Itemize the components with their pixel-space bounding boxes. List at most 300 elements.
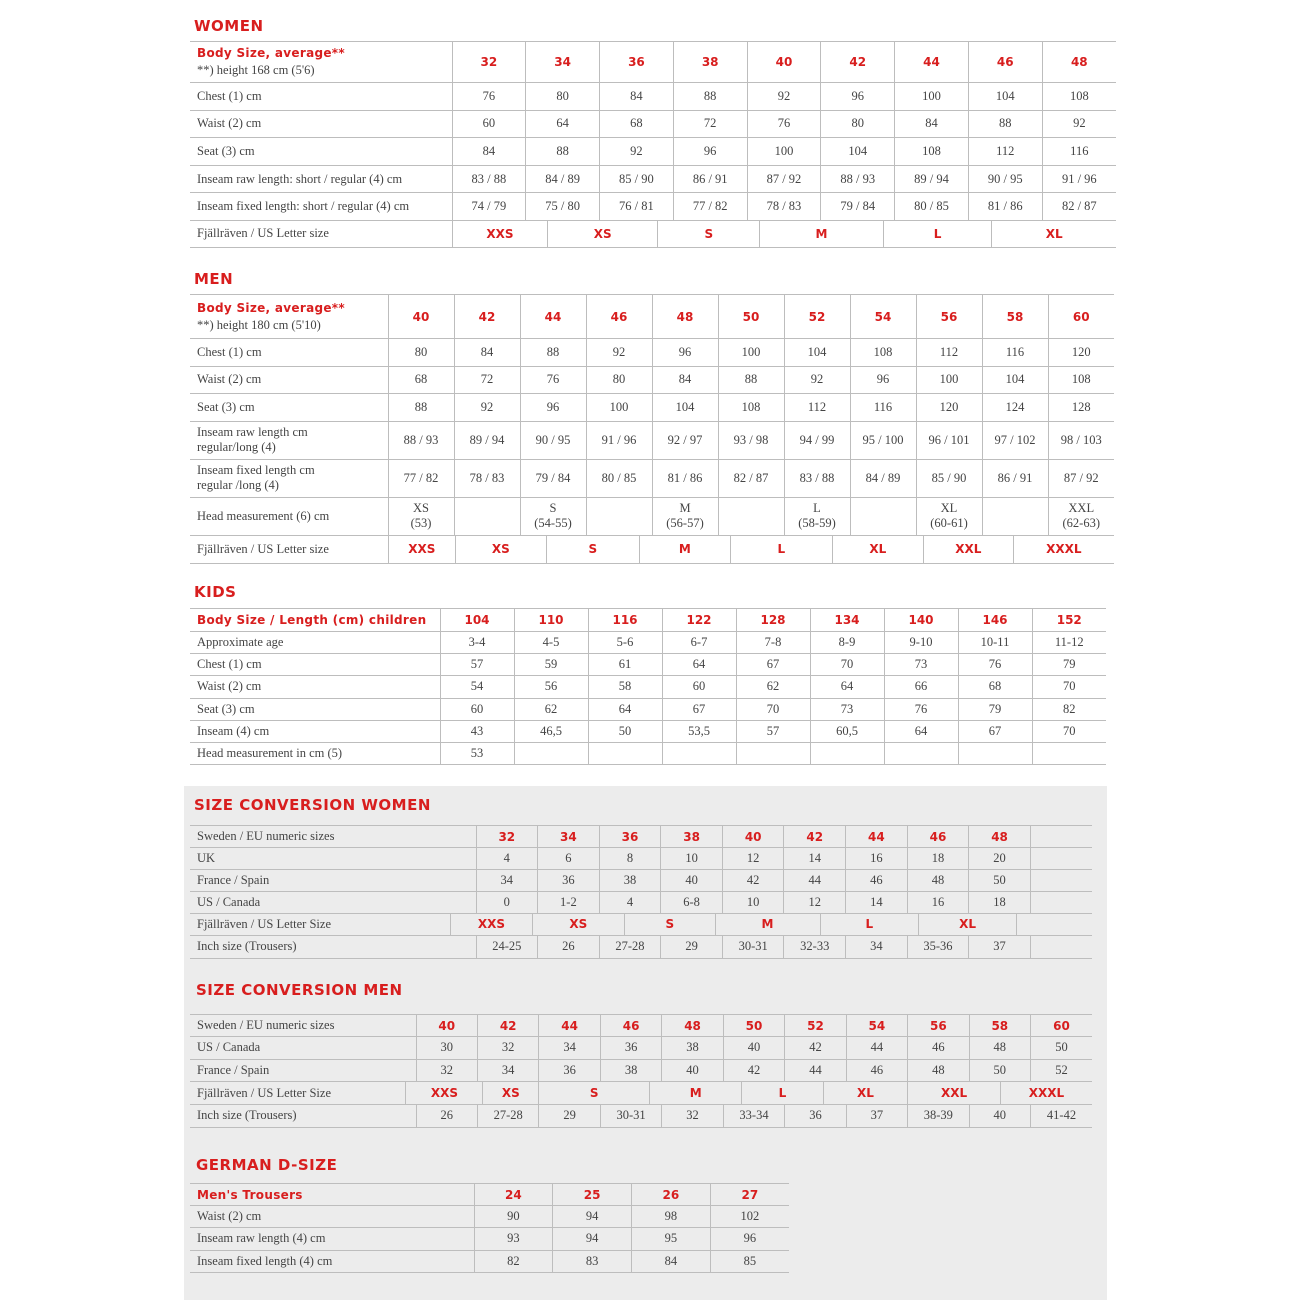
size-header-cell: 36 [600, 42, 674, 83]
size-header-cell: 40 [416, 1015, 477, 1037]
value-cell: 35-36 [907, 936, 969, 958]
value-cell: 124 [982, 394, 1048, 422]
table-row [190, 193, 1116, 221]
size-header-cell: 116 [588, 609, 662, 632]
value-cell: 116 [1042, 138, 1116, 166]
size-header-cell: 48 [969, 826, 1031, 848]
value-cell: 20 [969, 848, 1031, 870]
value-cell: 26 [538, 936, 600, 958]
value-cell: 73 [810, 698, 884, 720]
value-cell: 10 [661, 848, 723, 870]
header-label-text: Body Size, average** [197, 300, 345, 315]
header-row [190, 609, 1106, 632]
value-cell: 27-28 [477, 1105, 538, 1127]
row-label: Inseam fixed length: short / regular (4) cm [190, 193, 452, 221]
value-cell: 96 [850, 366, 916, 394]
letter-size-cell: XS [483, 1082, 539, 1104]
size-header-cell: 44 [539, 1015, 600, 1037]
size-header-cell: 54 [846, 1015, 907, 1037]
value-cell: 87 / 92 [1048, 459, 1114, 497]
value-cell: 98 [632, 1206, 711, 1228]
value-cell: 1-2 [538, 892, 600, 914]
women-size-table [190, 41, 1116, 221]
value-cell: 96 [520, 394, 586, 422]
value-cell: 4 [476, 848, 538, 870]
value-cell: 88 [526, 138, 600, 166]
value-cell: 76 [958, 654, 1032, 676]
value-cell: 82 [1032, 698, 1106, 720]
row-label: Inch size (Trousers) [190, 936, 476, 958]
conv-women-section-title: SIZE CONVERSION WOMEN [194, 796, 431, 814]
header-row [190, 826, 1092, 848]
inseam-raw-row-label-line-1: Inseam raw length cm [197, 425, 308, 439]
value-cell: 79 [1032, 654, 1106, 676]
letter-size-cell: XL [833, 535, 925, 563]
value-cell: 4-5 [514, 632, 588, 654]
head-measurement-cell [454, 497, 520, 535]
table-row [190, 870, 1092, 892]
value-cell: 30-31 [600, 1105, 661, 1127]
row-label: Chest (1) cm [190, 83, 452, 111]
value-cell [884, 742, 958, 764]
value-cell: 104 [821, 138, 895, 166]
value-cell: 92 [1042, 110, 1116, 138]
inseam-fixed-row-label-line-2: regular /long (4) [197, 478, 279, 492]
value-cell: 89 / 94 [895, 165, 969, 193]
value-cell: 84 / 89 [526, 165, 600, 193]
value-cell: 72 [673, 110, 747, 138]
inseam-fixed-row-label-line-1: Inseam fixed length cm [197, 463, 315, 477]
size-header-cell: 48 [1042, 42, 1116, 83]
value-cell: 77 / 82 [673, 193, 747, 221]
row-label: US / Canada [190, 1037, 416, 1060]
value-cell: 68 [600, 110, 674, 138]
value-cell: 82 [474, 1250, 553, 1272]
size-header-cell [1030, 826, 1092, 848]
value-cell: 48 [969, 1037, 1030, 1060]
row-label: Waist (2) cm [190, 366, 388, 394]
value-cell: 26 [416, 1105, 477, 1127]
value-cell: 64 [588, 698, 662, 720]
value-cell: 89 / 94 [454, 421, 520, 459]
value-cell: 92 [600, 138, 674, 166]
value-cell: 57 [440, 654, 514, 676]
inch-size-row [190, 936, 1092, 958]
value-cell: 88 [968, 110, 1042, 138]
size-header-cell: 40 [747, 42, 821, 83]
table-row [190, 165, 1116, 193]
value-cell: 92 [747, 83, 821, 111]
value-cell: 32 [416, 1059, 477, 1082]
value-cell: 80 / 85 [586, 459, 652, 497]
value-cell: 96 [710, 1228, 789, 1250]
value-cell: 16 [846, 848, 908, 870]
letter-size-cell: XXS [389, 535, 456, 563]
value-cell: 104 [982, 366, 1048, 394]
value-cell: 95 / 100 [850, 421, 916, 459]
value-cell: 50 [969, 870, 1031, 892]
value-cell [662, 742, 736, 764]
letter-size-label: Fjällräven / US Letter Size [190, 913, 451, 935]
value-cell: 67 [662, 698, 736, 720]
value-cell: 43 [440, 720, 514, 742]
value-cell: 12 [784, 892, 846, 914]
value-cell: 82 / 87 [718, 459, 784, 497]
head-size-range: (60-61) [930, 516, 968, 530]
value-cell: 80 / 85 [895, 193, 969, 221]
value-cell: 108 [718, 394, 784, 422]
value-cell: 36 [600, 1037, 661, 1060]
header-row [190, 42, 1116, 83]
head-measurement-cell [850, 497, 916, 535]
value-cell: 46,5 [514, 720, 588, 742]
value-cell: 84 [652, 366, 718, 394]
size-header-cell: 38 [673, 42, 747, 83]
value-cell: 37 [846, 1105, 907, 1127]
value-cell: 61 [588, 654, 662, 676]
table-row [190, 654, 1106, 676]
value-cell: 100 [916, 366, 982, 394]
head-size-letter: S [549, 501, 557, 515]
value-cell: 44 [784, 870, 846, 892]
value-cell: 32 [662, 1105, 723, 1127]
value-cell: 64 [526, 110, 600, 138]
table-row [190, 83, 1116, 111]
value-cell: 11-12 [1032, 632, 1106, 654]
row-label: Chest (1) cm [190, 654, 440, 676]
value-cell: 76 [452, 83, 526, 111]
value-cell: 73 [884, 654, 958, 676]
value-cell: 80 [526, 83, 600, 111]
value-cell: 18 [907, 848, 969, 870]
value-cell [1030, 936, 1092, 958]
letter-size-cell: L [742, 1082, 824, 1104]
value-cell: 10-11 [958, 632, 1032, 654]
header-label [190, 826, 476, 848]
inseam-raw-row-label [190, 421, 388, 459]
value-cell [810, 742, 884, 764]
value-cell: 98 / 103 [1048, 421, 1114, 459]
value-cell: 104 [968, 83, 1042, 111]
table-row [190, 698, 1106, 720]
value-cell: 70 [1032, 720, 1106, 742]
row-label: Seat (3) cm [190, 138, 452, 166]
head-measurement-cell [982, 497, 1048, 535]
letter-size-cell: XXS [451, 913, 532, 935]
value-cell: 44 [846, 1037, 907, 1060]
value-cell: 6 [538, 848, 600, 870]
size-header-cell: 56 [916, 295, 982, 339]
value-cell: 84 [632, 1250, 711, 1272]
value-cell: 120 [916, 394, 982, 422]
value-cell [1030, 870, 1092, 892]
value-cell: 14 [846, 892, 908, 914]
size-header-cell: 34 [526, 42, 600, 83]
value-cell: 36 [539, 1059, 600, 1082]
value-cell: 40 [969, 1105, 1030, 1127]
size-header-cell: 38 [661, 826, 723, 848]
value-cell: 108 [850, 339, 916, 367]
row-label: Head measurement in cm (5) [190, 742, 440, 764]
size-header-cell: 46 [586, 295, 652, 339]
head-measurement-cell [1048, 497, 1114, 535]
size-header-cell: 58 [982, 295, 1048, 339]
value-cell: 6-8 [661, 892, 723, 914]
size-header-cell: 26 [632, 1184, 711, 1206]
value-cell: 92 [454, 394, 520, 422]
letter-size-cell: XXXL [1028, 1086, 1065, 1100]
value-cell: 46 [846, 870, 908, 892]
value-cell: 80 [388, 339, 454, 367]
head-measurement-cell [718, 497, 784, 535]
value-cell: 29 [539, 1105, 600, 1127]
head-measurement-cell [784, 497, 850, 535]
value-cell: 60,5 [810, 720, 884, 742]
size-header-cell: 128 [736, 609, 810, 632]
value-cell: 108 [1042, 83, 1116, 111]
value-cell: 34 [477, 1059, 538, 1082]
value-cell: 84 [600, 83, 674, 111]
size-header-cell: 25 [553, 1184, 632, 1206]
table-row [190, 1228, 789, 1250]
value-cell: 88 [718, 366, 784, 394]
value-cell: 88 [673, 83, 747, 111]
head-size-letter: XS [413, 501, 429, 515]
value-cell: 5-6 [588, 632, 662, 654]
value-cell: 67 [958, 720, 1032, 742]
value-cell: 8 [599, 848, 661, 870]
value-cell: 68 [388, 366, 454, 394]
value-cell: 50 [1031, 1037, 1092, 1060]
value-cell: 34 [539, 1037, 600, 1060]
value-cell: 34 [846, 936, 908, 958]
value-cell: 4 [599, 892, 661, 914]
size-header-cell: 52 [784, 295, 850, 339]
size-header-cell: 32 [452, 42, 526, 83]
value-cell: 79 / 84 [520, 459, 586, 497]
letter-size-cell: S [547, 535, 640, 563]
table-row [190, 1037, 1092, 1060]
value-cell: 80 [586, 366, 652, 394]
conv-women-letter-size-row [190, 913, 1092, 936]
value-cell: 112 [916, 339, 982, 367]
value-cell: 53,5 [662, 720, 736, 742]
header-label [190, 1015, 416, 1037]
value-cell: 59 [514, 654, 588, 676]
row-label: UK [190, 848, 476, 870]
header-sub-text: **) height 168 cm (5'6) [197, 63, 315, 77]
size-header-cell: 34 [538, 826, 600, 848]
header-sub-text: **) height 180 cm (5'10) [197, 317, 321, 332]
table-row [190, 1059, 1092, 1082]
value-cell: 81 / 86 [968, 193, 1042, 221]
head-measurement-cell [652, 497, 718, 535]
row-label: Approximate age [190, 632, 440, 654]
row-label: US / Canada [190, 892, 476, 914]
value-cell: 48 [907, 870, 969, 892]
men-section-title: MEN [194, 270, 234, 288]
value-cell: 8-9 [810, 632, 884, 654]
header-row [190, 1015, 1092, 1037]
conv-men-letter-size-row [190, 1082, 1092, 1105]
letter-size-cell: XXL [908, 1082, 1001, 1104]
value-cell: 92 [784, 366, 850, 394]
size-header-cell: 56 [908, 1015, 969, 1037]
value-cell: 0 [476, 892, 538, 914]
size-header-cell: 40 [722, 826, 784, 848]
value-cell: 102 [710, 1206, 789, 1228]
value-cell: 48 [908, 1059, 969, 1082]
size-header-cell: 24 [474, 1184, 553, 1206]
row-label: Waist (2) cm [190, 1206, 474, 1228]
value-cell: 100 [747, 138, 821, 166]
size-header-cell: 27 [710, 1184, 789, 1206]
letter-size-cell: L [821, 913, 920, 935]
value-cell: 108 [1048, 366, 1114, 394]
row-label: Inseam (4) cm [190, 720, 440, 742]
value-cell: 70 [810, 654, 884, 676]
value-cell: 74 / 79 [452, 193, 526, 221]
head-size-range: (54-55) [534, 516, 572, 530]
row-label: Seat (3) cm [190, 394, 388, 422]
value-cell: 46 [846, 1059, 907, 1082]
value-cell: 10 [722, 892, 784, 914]
letter-size-cell: M [716, 913, 821, 935]
header-label-text: Body Size, average** [197, 46, 345, 60]
value-cell: 100 [895, 83, 969, 111]
value-cell: 50 [969, 1059, 1030, 1082]
value-cell: 16 [907, 892, 969, 914]
letter-size-cell: XXS [453, 220, 548, 247]
head-measurement-cell [388, 497, 454, 535]
letter-size-cell: S [625, 913, 716, 935]
size-header-cell: 60 [1048, 295, 1114, 339]
value-cell: 96 [821, 83, 895, 111]
value-cell: 30-31 [722, 936, 784, 958]
value-cell: 92 / 97 [652, 421, 718, 459]
value-cell: 90 / 95 [968, 165, 1042, 193]
letter-size-cell: XL [1045, 226, 1063, 241]
value-cell: 112 [968, 138, 1042, 166]
value-cell: 75 / 80 [526, 193, 600, 221]
value-cell: 94 [553, 1228, 632, 1250]
table-row [190, 632, 1106, 654]
value-cell: 93 [474, 1228, 553, 1250]
value-cell: 27-28 [599, 936, 661, 958]
header-row [190, 1184, 789, 1206]
value-cell: 42 [723, 1059, 784, 1082]
row-label: Head measurement (6) cm [190, 497, 388, 535]
row-label: France / Spain [190, 870, 476, 892]
value-cell: 70 [1032, 676, 1106, 698]
size-header-cell: 46 [907, 826, 969, 848]
head-measurement-cell [586, 497, 652, 535]
value-cell: 62 [514, 698, 588, 720]
table-row [190, 720, 1106, 742]
letter-size-cell [1017, 913, 1092, 935]
letter-size-cell: XL [919, 913, 1017, 935]
value-cell: 92 [586, 339, 652, 367]
women-section-title: WOMEN [194, 17, 264, 35]
kids-section-title: KIDS [194, 583, 237, 601]
value-cell: 70 [736, 698, 810, 720]
value-cell: 37 [969, 936, 1031, 958]
value-cell: 72 [454, 366, 520, 394]
value-cell: 38 [600, 1059, 661, 1082]
size-header-cell: 60 [1031, 1015, 1092, 1037]
head-size-letter: XXL [1068, 501, 1095, 515]
size-header-cell: 46 [968, 42, 1042, 83]
german-section-title: GERMAN D-SIZE [196, 1156, 338, 1174]
value-cell: 36 [538, 870, 600, 892]
value-cell: 54 [440, 676, 514, 698]
value-cell: 94 [553, 1206, 632, 1228]
row-label: Inseam raw length (4) cm [190, 1228, 474, 1250]
value-cell: 96 [673, 138, 747, 166]
inseam-raw-row [190, 421, 1114, 459]
value-cell: 84 [454, 339, 520, 367]
letter-size-label: Fjällräven / US Letter size [190, 220, 453, 247]
value-cell: 85 / 90 [916, 459, 982, 497]
value-cell: 38-39 [908, 1105, 969, 1127]
value-cell: 62 [736, 676, 810, 698]
row-label: Inseam raw length: short / regular (4) cm [190, 165, 452, 193]
value-cell: 41-42 [1031, 1105, 1092, 1127]
value-cell: 88 [520, 339, 586, 367]
size-header-cell: 52 [785, 1015, 846, 1037]
inch-size-row [190, 1105, 1092, 1127]
value-cell: 94 / 99 [784, 421, 850, 459]
value-cell: 104 [784, 339, 850, 367]
value-cell: 76 [884, 698, 958, 720]
value-cell: 80 [821, 110, 895, 138]
value-cell: 79 [958, 698, 1032, 720]
men-size-table [190, 294, 1114, 536]
value-cell: 91 / 96 [586, 421, 652, 459]
value-cell: 14 [784, 848, 846, 870]
women-letter-size-row [190, 220, 1116, 248]
value-cell: 97 / 102 [982, 421, 1048, 459]
size-header-cell: 146 [958, 609, 1032, 632]
value-cell: 84 [452, 138, 526, 166]
value-cell: 128 [1048, 394, 1114, 422]
letter-size-label: Fjällräven / US Letter Size [190, 1082, 406, 1104]
value-cell [514, 742, 588, 764]
table-row [190, 742, 1106, 764]
letter-size-cell: S [658, 220, 760, 247]
value-cell: 42 [722, 870, 784, 892]
men-letter-size-row [190, 535, 1114, 564]
value-cell: 81 / 86 [652, 459, 718, 497]
value-cell: 33-34 [723, 1105, 784, 1127]
size-header-cell: 110 [514, 609, 588, 632]
header-label [190, 42, 452, 83]
letter-size-cell: M [650, 1082, 742, 1104]
table-row [190, 138, 1116, 166]
row-label: Inch size (Trousers) [190, 1105, 416, 1127]
inseam-fixed-row [190, 459, 1114, 497]
head-size-range: (58-59) [798, 516, 836, 530]
value-cell: 64 [810, 676, 884, 698]
value-cell: 76 / 81 [600, 193, 674, 221]
value-cell: 84 / 89 [850, 459, 916, 497]
size-header-cell: 46 [600, 1015, 661, 1037]
value-cell [1030, 892, 1092, 914]
size-header-cell: 42 [454, 295, 520, 339]
letter-size-cell: M [640, 535, 732, 563]
inseam-fixed-row-label [190, 459, 388, 497]
value-cell: 88 / 93 [821, 165, 895, 193]
